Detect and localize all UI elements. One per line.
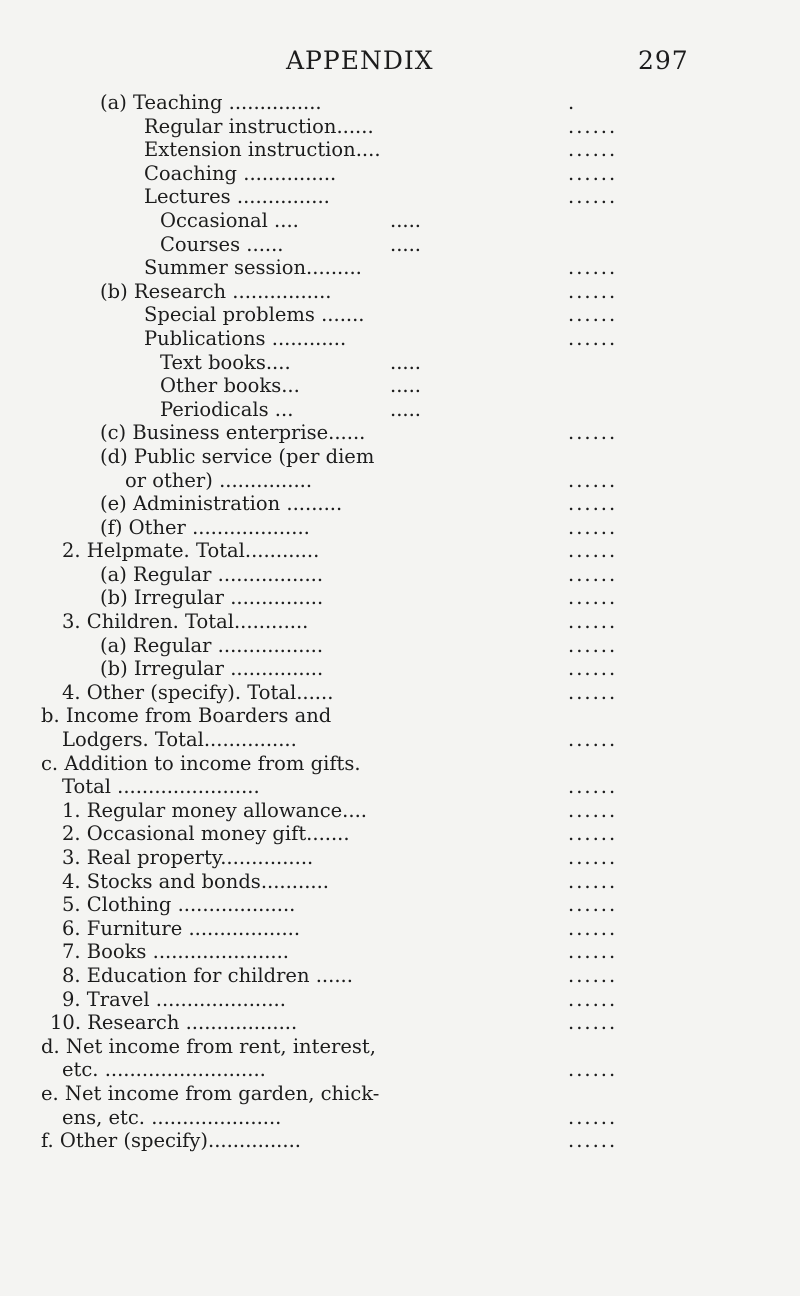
outline-row: [0, 1011, 800, 1035]
row-label: Regular instruction......: [144, 114, 374, 138]
row-label: ens, etc. .....................: [62, 1105, 282, 1129]
outline-row: [0, 1035, 800, 1059]
row-label: d. Net income from rent, interest,: [41, 1034, 376, 1058]
row-label: Other books...: [160, 374, 300, 398]
row-label: Summer session.........: [144, 256, 362, 280]
amount-column-dots: ......: [568, 421, 618, 445]
outline-row: [0, 586, 800, 610]
row-label: Occasional ....: [160, 208, 299, 232]
row-label: 10. Research ..................: [50, 1011, 298, 1035]
row-label: Lectures ...............: [144, 185, 330, 209]
outline-row: [0, 681, 800, 705]
sub-column-dots: .....: [390, 232, 421, 256]
amount-column-dots: ......: [568, 775, 618, 799]
outline-row: [0, 610, 800, 634]
amount-column-dots: ......: [568, 185, 618, 209]
amount-column-dots: ......: [568, 1058, 618, 1082]
row-label: (d) Public service (per diem: [100, 444, 375, 468]
outline-row: [0, 138, 800, 162]
outline-row: [0, 775, 800, 799]
outline-row: [0, 799, 800, 823]
amount-column-dots: ......: [568, 657, 618, 681]
amount-column-dots: ......: [568, 1011, 618, 1035]
outline-row: [0, 115, 800, 139]
row-label: (b) Irregular ...............: [100, 657, 324, 681]
outline-row: [0, 256, 800, 280]
page-header: [0, 46, 800, 86]
row-label: Total .......................: [62, 775, 260, 799]
amount-column-dots: ......: [568, 279, 618, 303]
row-label: 1. Regular money allowance....: [62, 798, 367, 822]
amount-column-dots: ......: [568, 256, 618, 280]
row-label: etc. ..........................: [62, 1058, 266, 1082]
row-label: 3. Children. Total............: [62, 610, 309, 634]
row-label: (b) Research ................: [100, 279, 332, 303]
row-label: Extension instruction....: [144, 138, 381, 162]
sub-column-dots: .....: [390, 350, 421, 374]
row-label: Publications ............: [144, 326, 347, 350]
amount-column-dots: ......: [568, 539, 618, 563]
amount-column-dots: ......: [568, 987, 618, 1011]
outline-row: [0, 1129, 800, 1153]
amount-column-dots: ......: [568, 138, 618, 162]
amount-column-dots: ......: [568, 326, 618, 350]
row-label: (b) Irregular ...............: [100, 586, 324, 610]
sub-column-dots: .....: [390, 208, 421, 232]
row-label: 3. Real property...............: [62, 846, 314, 869]
row-label: Courses ......: [160, 232, 284, 256]
row-label: 8. Education for children ......: [62, 963, 353, 987]
outline-row: [0, 563, 800, 587]
outline-row: [0, 445, 800, 469]
outline-row: [0, 185, 800, 209]
outline-row: [0, 728, 800, 752]
outline-row: [0, 917, 800, 941]
row-label: 9. Travel .....................: [62, 987, 286, 1011]
row-label: (e) Administration .........: [100, 492, 343, 516]
row-label: b. Income from Boarders and: [41, 704, 332, 728]
row-label: 2. Occasional money gift.......: [62, 822, 350, 846]
amount-column-dots: ......: [568, 633, 618, 657]
amount-column-dots: ......: [568, 468, 618, 492]
outline-row: [0, 303, 800, 327]
row-label: 7. Books ......................: [62, 940, 290, 964]
page-number: 297: [638, 46, 689, 75]
outline-row: [0, 822, 800, 846]
outline-row: [0, 1058, 800, 1082]
outline-row: [0, 209, 800, 233]
outline-row: [0, 539, 800, 563]
amount-column-dots: ......: [568, 1129, 618, 1153]
outline-row: [0, 162, 800, 186]
row-label: 5. Clothing ...................: [62, 893, 296, 917]
outline-row: [0, 374, 800, 398]
amount-column-dots: ......: [568, 303, 618, 327]
outline-row: [0, 469, 800, 493]
row-label: (f) Other ...................: [100, 515, 310, 539]
outline-row: [0, 233, 800, 257]
row-label: Periodicals ...: [160, 397, 294, 421]
outline-row: [0, 893, 800, 917]
amount-column-dots: ......: [568, 161, 618, 185]
amount-column-dots: ......: [568, 1105, 618, 1129]
row-label: Lodgers. Total...............: [62, 728, 297, 752]
amount-column-dots: ......: [568, 728, 618, 752]
row-label: or other) ...............: [125, 468, 313, 492]
outline-row: [0, 421, 800, 445]
outline-row: [0, 91, 800, 115]
row-label: c. Addition to income from gifts.: [41, 751, 361, 775]
amount-column-dots: ......: [568, 610, 618, 634]
outline-row: [0, 1106, 800, 1130]
outline-row: [0, 704, 800, 728]
row-label: Coaching ...............: [144, 161, 337, 185]
outline-row: [0, 988, 800, 1012]
outline-row: [0, 280, 800, 304]
sub-column-dots: .....: [390, 374, 421, 398]
row-label: (a) Regular .................: [100, 562, 324, 586]
outline-row: [0, 398, 800, 422]
outline-row: [0, 1082, 800, 1106]
row-label: 4. Stocks and bonds...........: [62, 869, 330, 893]
amount-column-dots: ......: [568, 114, 618, 138]
outline-row: [0, 870, 800, 894]
outline-row: [0, 634, 800, 658]
outline-row: [0, 940, 800, 964]
outline-row: [0, 752, 800, 776]
outline-row: [0, 846, 800, 870]
sub-column-dots: .....: [390, 397, 421, 421]
amount-column-dots: ......: [568, 680, 618, 704]
row-label: (a) Teaching ...............: [100, 91, 322, 114]
amount-column-dots: ......: [568, 940, 618, 964]
outline-row: [0, 516, 800, 540]
outline-row: [0, 351, 800, 375]
outline-row: [0, 964, 800, 988]
outline-row: [0, 327, 800, 351]
amount-column-dots: ......: [568, 893, 618, 917]
row-label: 6. Furniture ..................: [62, 916, 301, 940]
row-label: Text books....: [160, 350, 291, 374]
row-label: f. Other (specify)...............: [41, 1129, 301, 1153]
row-label: (c) Business enterprise......: [100, 421, 366, 445]
outline-row: [0, 657, 800, 681]
amount-column-dots: ......: [568, 846, 618, 869]
amount-column-dots: ......: [568, 869, 618, 893]
running-title: APPENDIX: [286, 46, 434, 75]
outline-row: [0, 492, 800, 516]
amount-column-dots: ......: [568, 492, 618, 516]
amount-column-dots: ......: [568, 562, 618, 586]
income-outline: [0, 91, 800, 1153]
amount-column-dots: ......: [568, 822, 618, 846]
amount-column-dots: ......: [568, 916, 618, 940]
amount-column-dots: ......: [568, 515, 618, 539]
amount-column-dots: ......: [568, 586, 618, 610]
row-label: 4. Other (specify). Total......: [62, 680, 334, 704]
row-label: (a) Regular .................: [100, 633, 324, 657]
row-label: Special problems .......: [144, 303, 365, 327]
amount-column-dots: ......: [568, 963, 618, 987]
amount-column-dots: ......: [568, 798, 618, 822]
amount-column-dots: .: [568, 91, 577, 114]
row-label: 2. Helpmate. Total............: [62, 539, 320, 563]
row-label: e. Net income from garden, chick-: [41, 1081, 380, 1105]
